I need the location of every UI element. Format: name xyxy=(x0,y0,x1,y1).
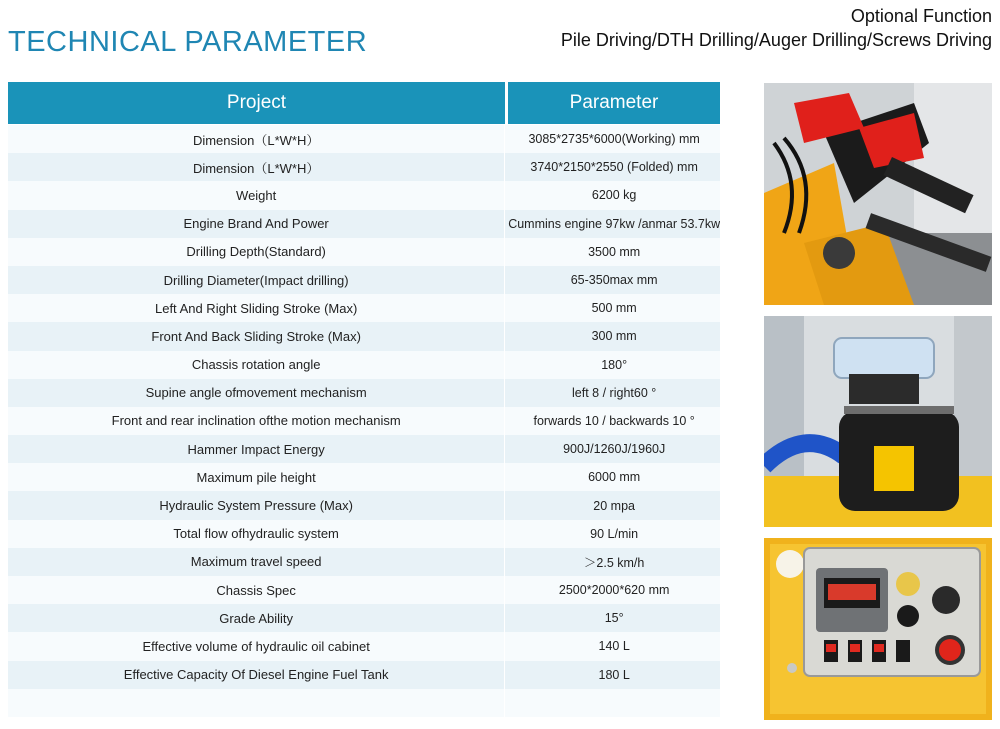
project-cell: Weight xyxy=(8,181,505,209)
table-row xyxy=(8,322,720,350)
page-title: TECHNICAL PARAMETER xyxy=(8,26,368,58)
optional-function-heading: Optional Function xyxy=(850,6,992,26)
table-row xyxy=(8,435,720,463)
table-row xyxy=(8,689,720,717)
project-cell: Chassis Spec xyxy=(8,576,505,604)
table-row xyxy=(8,576,720,604)
parameter-cell: 500 mm xyxy=(591,301,637,316)
table-row xyxy=(8,294,720,322)
table-row xyxy=(8,125,720,153)
parameter-cell: 2500*2000*620 mm xyxy=(558,583,670,598)
table-row xyxy=(8,238,720,266)
project-cell: Maximum travel speed xyxy=(8,548,505,576)
table-row xyxy=(8,379,720,407)
air-filter-photo xyxy=(764,316,992,527)
parameter-cell: 180 L xyxy=(598,667,630,682)
project-cell: Dimension（L*W*H） xyxy=(8,153,505,181)
project-cell: Drilling Diameter(Impact drilling) xyxy=(8,266,505,294)
table-row xyxy=(8,351,720,379)
project-column-header: Project xyxy=(8,82,505,124)
parameter-cell: left 8 / right60 ° xyxy=(572,385,657,400)
parameter-cell: 140 L xyxy=(598,639,630,654)
parameter-cell: 90 L/min xyxy=(590,526,639,541)
table-body xyxy=(8,125,720,717)
parameter-cell: 3740*2150*2550 (Folded) mm xyxy=(530,160,698,175)
project-cell: Total flow ofhydraulic system xyxy=(8,520,505,548)
table-row xyxy=(8,520,720,548)
parameter-table xyxy=(8,82,720,717)
parameter-cell: 3500 mm xyxy=(588,244,641,259)
project-cell: Maximum pile height xyxy=(8,463,505,491)
project-cell: Drilling Depth(Standard) xyxy=(8,238,505,266)
table-row xyxy=(8,548,720,576)
optional-function-list: Pile Driving/DTH Drilling/Auger Drilling/Screws Driving xyxy=(560,30,992,50)
parameter-cell: 3085*2735*6000(Working) mm xyxy=(528,132,700,147)
parameter-cell: Cummins engine 97kw /anmar 53.7kw xyxy=(508,216,720,231)
table-row xyxy=(8,407,720,435)
table-row xyxy=(8,266,720,294)
project-cell: Engine Brand And Power xyxy=(8,210,505,238)
project-cell: Front and rear inclination ofthe motion mechanism xyxy=(8,407,505,435)
parameter-cell: 15° xyxy=(604,611,624,626)
project-cell: Chassis rotation angle xyxy=(8,351,505,379)
table-row xyxy=(8,491,720,519)
parameter-cell: 20 mpa xyxy=(593,498,635,513)
parameter-cell: 6000 mm xyxy=(588,470,641,485)
table-row xyxy=(8,181,720,209)
table-row xyxy=(8,604,720,632)
project-cell: Dimension（L*W*H） xyxy=(8,125,505,153)
project-cell: Left And Right Sliding Stroke (Max) xyxy=(8,294,505,322)
project-cell xyxy=(8,689,505,717)
drill-mast-photo xyxy=(764,83,992,305)
parameter-cell xyxy=(508,689,720,717)
control-panel-photo xyxy=(764,538,992,720)
project-cell: Front And Back Sliding Stroke (Max) xyxy=(8,322,505,350)
project-cell: Supine angle ofmovement mechanism xyxy=(8,379,505,407)
project-cell: Hydraulic System Pressure (Max) xyxy=(8,491,505,519)
table-row xyxy=(8,153,720,181)
project-cell: Grade Ability xyxy=(8,604,505,632)
parameter-cell: ＞2.5 km/h xyxy=(583,555,645,570)
table-row xyxy=(8,661,720,689)
project-cell: Hammer Impact Energy xyxy=(8,435,505,463)
parameter-cell: 300 mm xyxy=(591,329,637,344)
table-row xyxy=(8,210,720,238)
parameter-cell: forwards 10 / backwards 10 ° xyxy=(533,413,695,428)
table-row xyxy=(8,632,720,660)
parameter-cell: 6200 kg xyxy=(591,188,637,203)
project-cell: Effective volume of hydraulic oil cabinet xyxy=(8,632,505,660)
table-row xyxy=(8,463,720,491)
parameter-cell: 65-350max mm xyxy=(570,273,658,288)
parameter-cell: 900J/1260J/1960J xyxy=(563,442,666,457)
project-cell: Effective Capacity Of Diesel Engine Fuel Tank xyxy=(8,661,505,689)
parameter-cell: 180° xyxy=(601,357,628,372)
table-header xyxy=(8,82,720,124)
parameter-column-header: Parameter xyxy=(508,82,720,124)
